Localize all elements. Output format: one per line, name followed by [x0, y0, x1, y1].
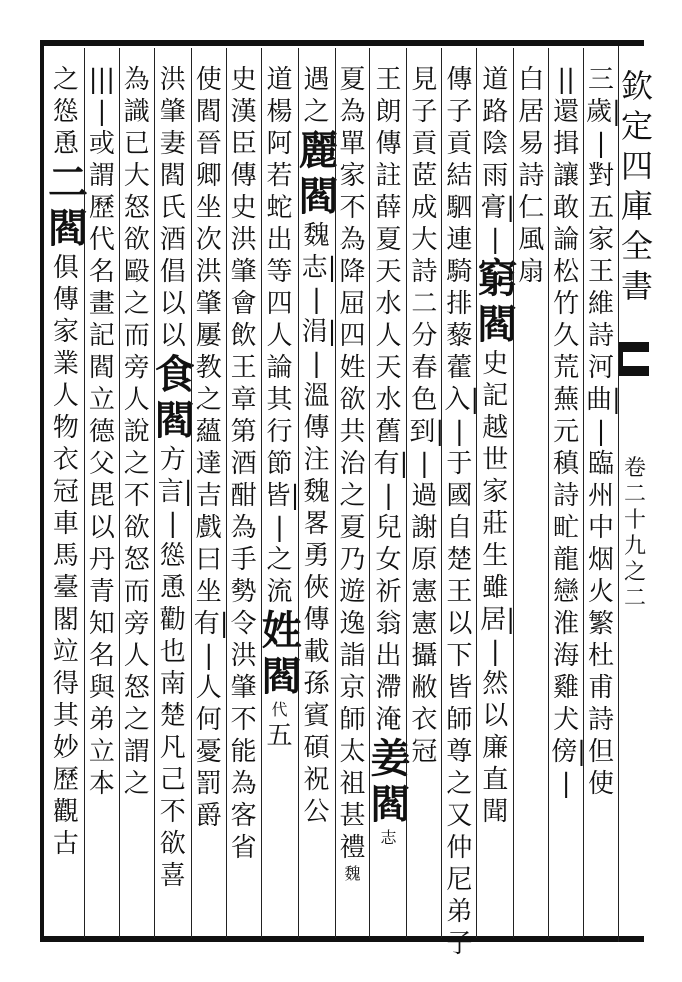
text-column: [583, 48, 621, 938]
text-segment: 道路陰雨膏||: [480, 65, 516, 255]
text-segment: 遇之: [303, 65, 330, 127]
text-column: [298, 48, 339, 938]
text-column: [513, 48, 548, 938]
entry-headword: 姓閻: [261, 607, 302, 700]
text-column: [119, 48, 154, 938]
text-segment: 王朗傳註薛夏天水人天水舊有||兒女祈翁出滯淹: [373, 65, 409, 735]
fishtail-mark: [619, 342, 649, 376]
volume-label: 卷二十九之二: [623, 456, 646, 611]
text-segment: ||||或謂: [88, 65, 116, 191]
text-segment: 史記越世家莊生雖居||然以廉直聞: [480, 349, 516, 827]
text-segment: 使閻晉卿坐次洪肇屢教之蘊達吉戲曰坐有||人何憂罰爵: [193, 65, 229, 831]
text-segment: 之慫恿: [52, 65, 79, 159]
page-margin-strip: [618, 46, 654, 942]
text-segment: 歷代名畫記閻立德父毘以丹青知名與弟立本: [88, 193, 115, 799]
text-segment: 為識已大怒欲毆之: [123, 65, 150, 319]
entry-headword: 二閻: [47, 159, 88, 252]
text-segment: 史漢臣傳史洪肇會飲王章第酒酣為手勢令洪肇不能為客省: [230, 65, 257, 863]
small-annotation: 魏: [344, 864, 361, 883]
text-column: [226, 48, 261, 938]
text-segment: 見子貢茝成大詩二分春色到||過謝原憲憲攝敝衣冠: [409, 65, 445, 767]
text-segment: 洪肇妻閻氏酒倡以以: [159, 65, 186, 351]
text-column: [406, 48, 445, 938]
text-segment: 于國自楚王以下皆師尊之又仲尼弟子: [446, 449, 473, 959]
entry-headword: 麗閻: [298, 127, 339, 220]
small-annotation: 代: [271, 700, 288, 719]
text-segment: 而旁人說之不欲怒而旁人怒之謂之: [123, 321, 150, 799]
text-column: [441, 48, 480, 959]
text-column: [548, 48, 586, 938]
text-segment: 道楊阿若蛇出等四人論其行節皆||之流: [264, 65, 300, 607]
text-column: [191, 48, 229, 938]
text-segment: 方言||慫恿勸也南楚凡己不欲喜: [157, 445, 193, 891]
text-column: [476, 48, 518, 938]
text-column: [154, 48, 195, 938]
text-column: [84, 48, 119, 938]
entry-headword: 食閻: [154, 351, 195, 444]
text-column: [369, 48, 411, 938]
text-segment: 夏為單家不為降屈四姓欲共治之夏乃遊逸詣京師太祖甚禮: [339, 65, 366, 863]
small-annotation: 志: [380, 828, 397, 847]
book-title: 欽定四庫全書: [621, 67, 654, 305]
text-segment: 俱傳家業人物衣冠車馬臺閣竝得其妙歷觀古: [52, 253, 79, 859]
text-segment: 白居易詩仁風扇: [518, 65, 545, 287]
text-column: [261, 48, 302, 938]
text-segment: 五: [266, 721, 293, 751]
text-segment: ||還揖讓敢論松竹久荒蕪元稹詩甿龍戀淮海雞犬傍||: [551, 65, 586, 799]
entry-headword: 姜閻: [370, 735, 411, 828]
text-column: [335, 48, 370, 938]
text-segment: 傳子貢結駟連騎排藜藿入||: [444, 65, 480, 447]
text-segment: 魏志||涓||溫傳注魏畧勇俠傳載孫賓碩祝公: [301, 221, 337, 827]
entry-headword: 窮閻: [477, 255, 518, 348]
text-column: [47, 48, 88, 938]
text-segment: 三歲||對五家王維詩河曲||臨州中烟火繁杜甫詩但使: [586, 65, 621, 799]
text-body: [47, 48, 621, 959]
